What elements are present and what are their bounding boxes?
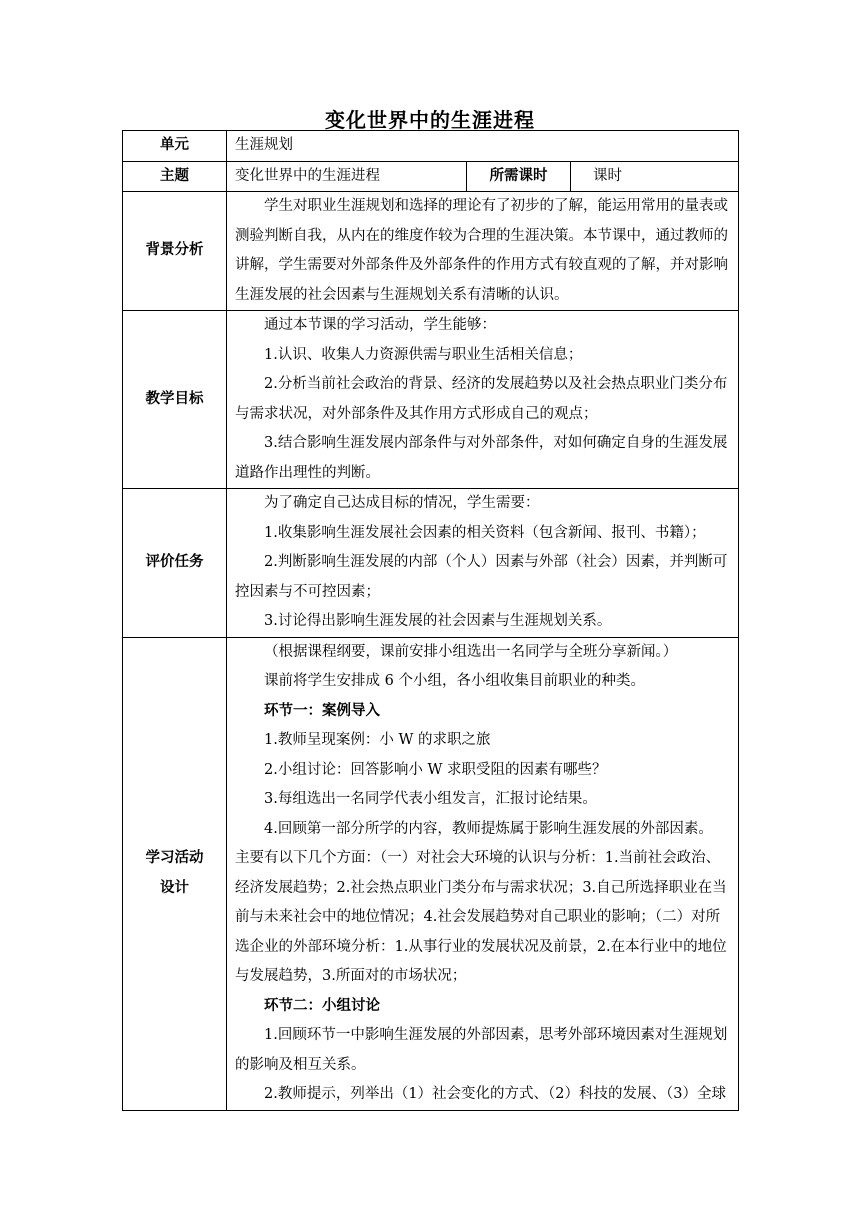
activity-cell bbox=[227, 637, 739, 1110]
topic-value: 变化世界中的生涯进程 bbox=[227, 161, 467, 192]
lesson-plan-table bbox=[122, 130, 739, 1111]
activity-section-heading: 环节一：案例导入 bbox=[264, 702, 380, 719]
activity-section-heading: 环节二：小组讨论 bbox=[264, 997, 380, 1014]
objectives-cell bbox=[227, 311, 739, 489]
evaluation-item: 3.讨论得出影响生涯发展的社会因素与生涯规划关系。 bbox=[264, 613, 612, 629]
hours-label: 所需课时 bbox=[467, 161, 571, 192]
evaluation-row bbox=[123, 489, 739, 638]
background-row bbox=[123, 192, 739, 311]
objective-item: 通过本节课的学习活动，学生能够： bbox=[264, 317, 496, 333]
activity-label-line1: 学习活动 bbox=[145, 850, 204, 866]
activity-item: 4.回顾第一部分所学的内容，教师提炼属于影响生涯发展的外部因素。 bbox=[264, 820, 713, 837]
activity-item: （根据课程纲要，课前安排小组选出一名同学与全班分享新闻。） bbox=[264, 643, 678, 660]
objective-item: 3.结合影响生涯发展内部条件与对外部条件，对如何确定自身的生涯发展道路作出理性的判断。 bbox=[235, 435, 728, 481]
topic-label: 主题 bbox=[123, 161, 227, 192]
page-title: 变化世界中的生涯进程 bbox=[325, 108, 535, 132]
activity-item: 2.小组讨论：回答影响小 W 求职受阻的因素有哪些？ bbox=[264, 761, 607, 778]
activity-label bbox=[123, 637, 227, 1110]
unit-label: 单元 bbox=[123, 131, 227, 162]
background-text: 学生对职业生涯规划和选择的理论有了初步的了解，能运用常用的量表或测验判断自我，从内在的维度作较为合理的生涯决策。本节课中，通过教师的讲解，学生需要对外部条件及外部条件的作用方式有较直观的了解，并对影响生涯发展的社会因素与生涯规划关系有清晰的认识。 bbox=[235, 198, 728, 303]
activity-row bbox=[123, 637, 739, 1110]
objectives-label: 教学目标 bbox=[123, 311, 227, 489]
unit-row bbox=[123, 131, 739, 162]
activity-item: 3.每组选出一名同学代表小组发言，汇报讨论结果。 bbox=[264, 791, 597, 807]
activity-item: 1.回顾环节一中影响生涯发展的外部因素，思考外部环境因素对生涯规划的影响及相互关系。 bbox=[235, 1027, 728, 1073]
evaluation-cell bbox=[227, 489, 739, 638]
evaluation-item: 2.判断影响生涯发展的内部（个人）因素与外部（社会）因素，并判断可控因素与不可控因素； bbox=[235, 554, 728, 600]
topic-row bbox=[123, 161, 739, 192]
evaluation-item: 为了确定自己达成目标的情况，学生需要： bbox=[264, 495, 540, 511]
activity-item: 主要有以下几个方面：（一）对社会大环境的认识与分析：1.当前社会政治、经济发展趋势；2.社会热点职业门类分布与需求状况；3.自己所选择职业在当前与未来社会中的地位情况；4.社会发展趋势对自己职业的影响；（二）对所选企业的外部环境分析：1.从事行业的发展状况及前景，2.在本行业中的地位与发展趋势，3.所面对的市场状况； bbox=[235, 850, 727, 984]
activity-item: 1.教师呈现案例：小 W 的求职之旅 bbox=[264, 732, 491, 748]
objective-item: 2.分析当前社会政治的背景、经济的发展趋势以及社会热点职业门类分布与需求状况，对外部条件及其作用方式形成自己的观点； bbox=[235, 376, 728, 422]
background-cell bbox=[227, 192, 739, 311]
objectives-row bbox=[123, 311, 739, 489]
unit-value: 生涯规划 bbox=[227, 131, 739, 162]
background-label: 背景分析 bbox=[123, 192, 227, 311]
evaluation-label: 评价任务 bbox=[123, 489, 227, 638]
activity-item: 2.教师提示，列举出（1）社会变化的方式、（2）科技的发展、（3）全球 bbox=[264, 1086, 727, 1102]
objective-item: 1.认识、收集人力资源供需与职业生活相关信息； bbox=[264, 346, 583, 363]
activity-item: 课前将学生安排成 6 个小组，各小组收集目前职业的种类。 bbox=[264, 673, 645, 689]
hours-value: 课时 bbox=[571, 161, 739, 192]
evaluation-item: 1.收集影响生涯发展社会因素的相关资料（包含新闻、报刊、书籍）； bbox=[264, 524, 706, 541]
activity-label-line2: 设计 bbox=[160, 879, 189, 896]
